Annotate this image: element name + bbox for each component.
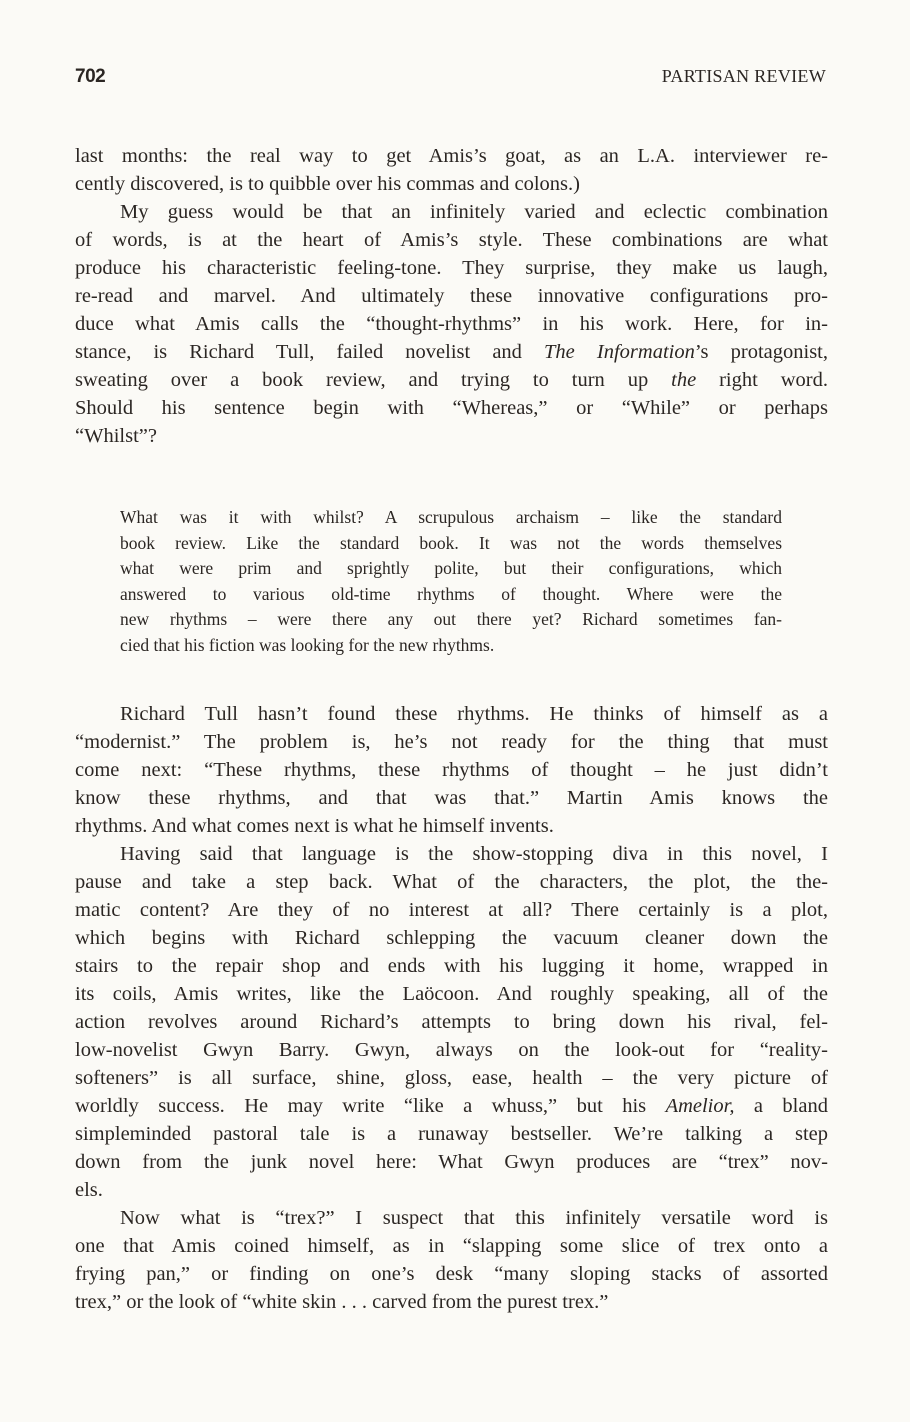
body-text-bottom bbox=[75, 700, 828, 1316]
paragraph bbox=[75, 700, 828, 840]
body-text-top bbox=[75, 142, 828, 450]
text-segment: matic content? Are they of no interest at all? There certainly is a plot, bbox=[75, 899, 828, 921]
text-segment: duce what Amis calls the “thought-rhythms” in his work. Here, for in- bbox=[75, 313, 828, 335]
italic-title: the bbox=[671, 369, 697, 391]
text-line bbox=[120, 556, 782, 582]
text-line bbox=[75, 254, 828, 282]
text-line bbox=[75, 812, 828, 840]
text-line bbox=[120, 505, 782, 531]
text-segment: last months: the real way to get Amis’s goat, as an L.A. interviewer re- bbox=[75, 145, 828, 167]
text-segment: trex,” or the look of “white skin . . . carved from the purest trex.” bbox=[75, 1291, 609, 1313]
text-segment: action revolves around Richard’s attempts to bring down his rival, fel- bbox=[75, 1011, 828, 1033]
text-line bbox=[75, 1120, 828, 1148]
text-line bbox=[120, 633, 782, 659]
block-quote bbox=[120, 505, 782, 659]
text-segment: produce his characteristic feeling-tone. They surprise, they make us laugh, bbox=[75, 257, 828, 279]
text-line bbox=[75, 1232, 828, 1260]
text-line bbox=[75, 784, 828, 812]
text-line bbox=[75, 840, 828, 868]
text-segment: answered to various old-time rhythms of thought. Where were the bbox=[120, 583, 782, 604]
text-segment: Having said that language is the show-stopping diva in this novel, I bbox=[120, 843, 828, 865]
text-segment: sweating over a book review, and trying to turn up bbox=[75, 369, 672, 391]
text-segment: Now what is “trex?” I suspect that this infinitely versatile word is bbox=[120, 1207, 828, 1229]
paragraph bbox=[75, 840, 828, 1204]
text-line bbox=[75, 1288, 828, 1316]
text-segment: what were prim and sprightly polite, but their configurations, which bbox=[120, 558, 782, 579]
text-segment: know these rhythms, and that was that.” Martin Amis knows the bbox=[75, 787, 828, 809]
text-segment: worldly success. He may write “like a whuss,” but his bbox=[75, 1095, 666, 1117]
text-line bbox=[120, 582, 782, 608]
text-segment: “modernist.” The problem is, he’s not ready for the thing that must bbox=[75, 731, 828, 753]
text-line bbox=[75, 170, 828, 198]
text-line bbox=[120, 607, 782, 633]
text-segment: stance, is Richard Tull, failed novelist and bbox=[75, 341, 545, 363]
text-line bbox=[75, 700, 828, 728]
text-segment: What was it with whilst? A scrupulous archaism – like the standard bbox=[120, 507, 782, 527]
text-line bbox=[75, 1148, 828, 1176]
text-line bbox=[75, 1204, 828, 1232]
text-segment: rhythms. And what comes next is what he himself invents. bbox=[75, 815, 554, 837]
text-line bbox=[75, 338, 828, 366]
text-line bbox=[75, 282, 828, 310]
text-segment: come next: “These rhythms, these rhythms of thought – he just didn’t bbox=[75, 759, 828, 781]
text-line bbox=[120, 531, 782, 557]
text-segment: a bland bbox=[734, 1095, 828, 1117]
text-line bbox=[75, 1064, 828, 1092]
text-segment: re-read and marvel. And ultimately these innovative configurations pro- bbox=[75, 285, 828, 307]
italic-title: Amelior, bbox=[665, 1095, 735, 1117]
running-header-journal-title: PARTISAN REVIEW bbox=[661, 66, 826, 86]
text-segment: its coils, Amis writes, like the Laöcoon. And roughly speaking, all of the bbox=[75, 983, 828, 1005]
quote-paragraph bbox=[120, 505, 782, 659]
text-segment: frying pan,” or finding on one’s desk “many sloping stacks of assorted bbox=[75, 1263, 828, 1285]
text-segment: right word. bbox=[696, 369, 828, 391]
text-line bbox=[75, 394, 828, 422]
text-segment: down from the junk novel here: What Gwyn produces are “trex” nov- bbox=[75, 1151, 828, 1173]
text-segment: low-novelist Gwyn Barry. Gwyn, always on the look-out for “reality- bbox=[75, 1039, 828, 1061]
text-segment: of words, is at the heart of Amis’s style. These combinations are what bbox=[75, 229, 828, 251]
text-line bbox=[75, 422, 828, 450]
text-segment: book review. Like the standard book. It was not the words themselves bbox=[120, 532, 782, 553]
text-line bbox=[75, 310, 828, 338]
paragraph bbox=[75, 142, 828, 198]
text-segment: softeners” is all surface, shine, gloss, ease, health – the very picture of bbox=[75, 1067, 828, 1089]
text-line bbox=[75, 1176, 828, 1204]
text-segment: pause and take a step back. What of the characters, the plot, the the- bbox=[75, 871, 828, 893]
text-segment: My guess would be that an infinitely varied and eclectic combination bbox=[120, 201, 828, 223]
text-line bbox=[75, 226, 828, 254]
text-segment: Should his sentence begin with “Whereas,” or “While” or perhaps bbox=[75, 397, 828, 419]
text-segment: simpleminded pastoral tale is a runaway bestseller. We’re talking a step bbox=[75, 1123, 828, 1145]
text-line bbox=[75, 868, 828, 896]
text-line bbox=[75, 980, 828, 1008]
text-segment: which begins with Richard schlepping the vacuum cleaner down the bbox=[75, 927, 828, 949]
paragraph bbox=[75, 198, 828, 450]
text-line bbox=[75, 952, 828, 980]
text-segment: “Whilst”? bbox=[75, 425, 157, 447]
text-line bbox=[75, 1036, 828, 1064]
text-line bbox=[75, 366, 828, 394]
text-segment: ’s protagonist, bbox=[694, 341, 828, 363]
text-line bbox=[75, 728, 828, 756]
text-line bbox=[75, 896, 828, 924]
text-segment: stairs to the repair shop and ends with his lugging it home, wrapped in bbox=[75, 955, 828, 977]
text-line bbox=[75, 1008, 828, 1036]
text-line bbox=[75, 924, 828, 952]
text-segment: new rhythms – were there any out there yet? Richard sometimes fan- bbox=[120, 609, 782, 630]
text-line bbox=[75, 198, 828, 226]
text-segment: els. bbox=[75, 1179, 103, 1201]
text-segment: Richard Tull hasn’t found these rhythms. He thinks of himself as a bbox=[120, 703, 828, 725]
text-line bbox=[75, 1260, 828, 1288]
text-line bbox=[75, 756, 828, 784]
text-segment: cently discovered, is to quibble over his commas and colons.) bbox=[75, 173, 580, 195]
text-segment: cied that his fiction was looking for the new rhythms. bbox=[120, 634, 495, 655]
text-line bbox=[75, 1092, 828, 1120]
paragraph bbox=[75, 1204, 828, 1316]
text-segment: one that Amis coined himself, as in “slapping some slice of trex onto a bbox=[75, 1235, 828, 1257]
italic-title: The Information bbox=[544, 341, 695, 363]
text-line bbox=[75, 142, 828, 170]
page-number: 702 bbox=[75, 66, 106, 87]
